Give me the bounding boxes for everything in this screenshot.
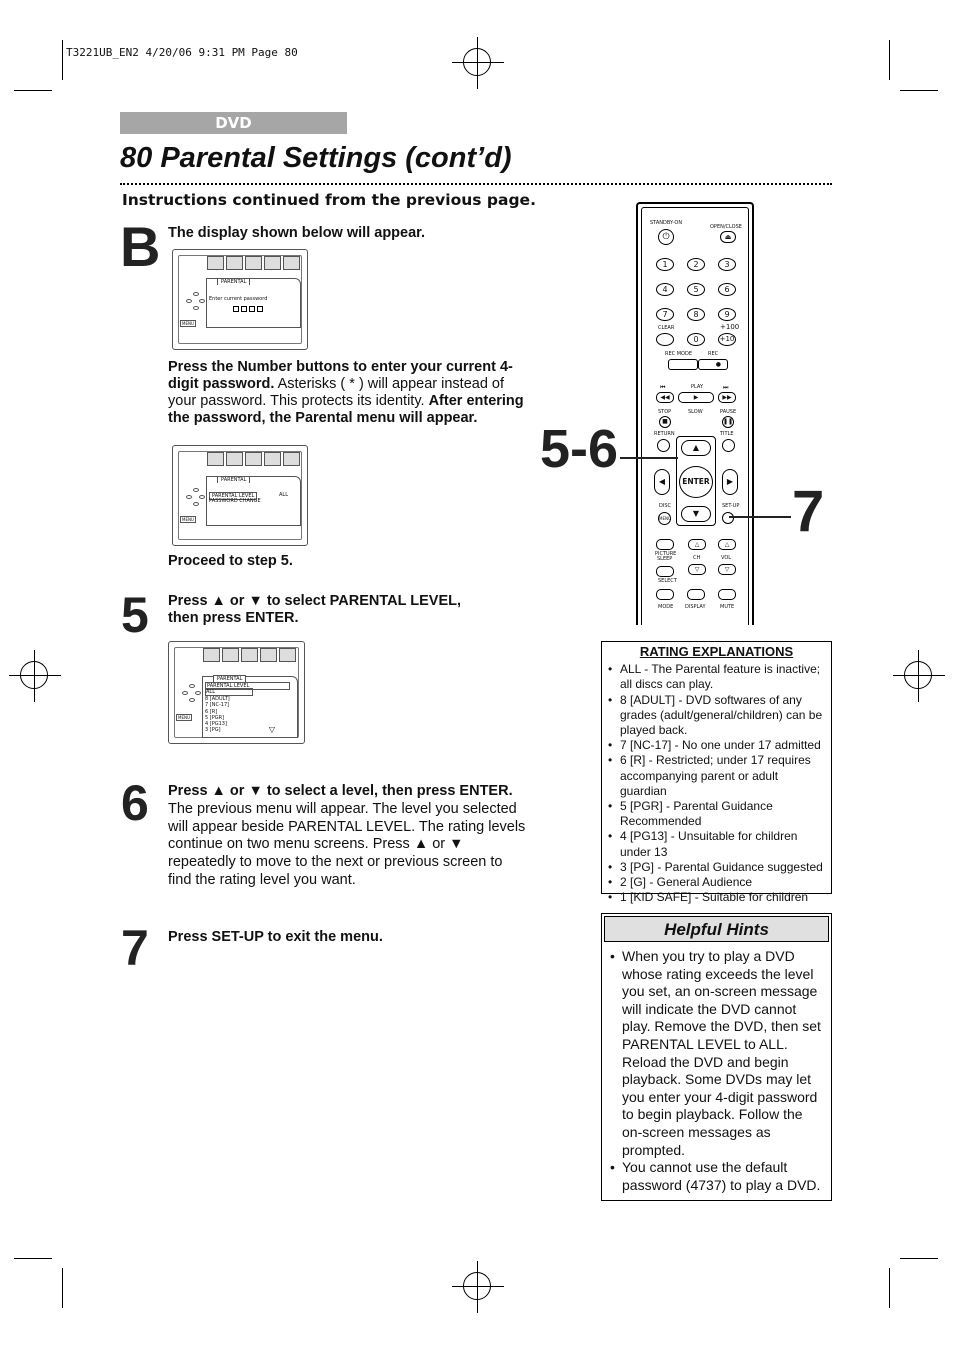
osd-level-item: 8 [ADULT] — [205, 696, 230, 703]
remote-label: VOL — [721, 555, 732, 561]
rating-item: • 8 [ADULT] - DVD softwares of any grades (adult/general/children) can be played back. — [606, 693, 827, 739]
step-5-text: Press ▲ or ▼ to select PARENTAL LEVEL, then press ENTER. — [168, 593, 461, 626]
osd-screen-level-list — [168, 641, 305, 744]
osd-level-item: 4 [PG13] — [205, 721, 227, 728]
rating-heading: RATING EXPLANATIONS — [639, 644, 794, 659]
osd-item-value: ALL — [279, 492, 288, 498]
channel-down-button[interactable]: ▽ — [688, 564, 706, 575]
remote-label: PICTURE — [655, 551, 677, 557]
mute-button[interactable] — [718, 589, 736, 600]
remote-control — [636, 202, 754, 625]
osd-menu-label: MENU — [182, 517, 194, 522]
crop-mark — [889, 1268, 890, 1308]
osd-pad-icon — [186, 292, 206, 312]
mode-button[interactable] — [656, 589, 674, 600]
scroll-down-icon: ▽ — [268, 725, 275, 734]
enter-button[interactable]: ENTER — [679, 466, 713, 498]
remote-label: MUTE — [720, 604, 735, 610]
osd-screen-parental-menu — [172, 445, 308, 546]
digit-6-button[interactable]: 6 — [718, 283, 736, 296]
digit-3-button[interactable]: 3 — [718, 258, 736, 271]
osd-tab: PARENTAL — [217, 278, 250, 285]
password-boxes — [233, 306, 263, 312]
step-6-number: 6 — [121, 775, 148, 831]
skip-back-icon: ⏮ — [660, 384, 666, 391]
step-7-number: 7 — [121, 920, 148, 976]
crop-mark — [14, 1258, 52, 1259]
rec-mode-button[interactable] — [668, 359, 698, 370]
crop-mark — [900, 1258, 938, 1259]
dotted-divider — [120, 183, 832, 185]
osd-level-list — [205, 688, 253, 733]
registration-mark-icon — [20, 661, 48, 689]
digit-7-button[interactable]: 7 — [656, 308, 674, 321]
crop-mark — [62, 1268, 63, 1308]
right-arrow-button[interactable]: ▶ — [722, 469, 738, 495]
standby-button[interactable]: ⏻ — [658, 229, 674, 245]
return-button[interactable] — [657, 439, 670, 452]
display-button[interactable] — [687, 589, 705, 600]
open-close-button[interactable]: ⏏ — [720, 231, 736, 243]
callout-line — [729, 516, 791, 518]
remote-label: CH — [693, 555, 701, 561]
remote-label: RETURN — [654, 431, 675, 437]
rec-button[interactable]: ● — [698, 359, 728, 370]
subheading: Instructions continued from the previous page. — [122, 191, 536, 209]
step-b-paragraph: Press the Number buttons to enter your current 4-digit password. Asterisks ( * ) will appear instead of your password. This protects its identity. After entering the password, the Parental menu will appear. — [168, 359, 524, 426]
page-title: 80 Parental Settings (cont’d) — [120, 142, 512, 174]
left-arrow-button[interactable]: ◀ — [654, 469, 670, 495]
rating-explanations-box — [601, 641, 832, 905]
osd-menu-label: MENU — [178, 715, 190, 720]
step-6-text: Press ▲ or ▼ to select a level, then press ENTER. The previous menu will appear. The level you selected will appear beside PARENTAL LEVEL. The rating levels continue on two menu screens. Press ▲ or ▼ repeatedly to move to the next or previous screen to find the rating level you want. — [168, 783, 526, 888]
rating-item: • 3 [PG] - Parental Guidance suggested — [606, 860, 827, 875]
osd-menu-label: MENU — [182, 321, 194, 326]
rewind-button[interactable]: ◀◀ — [656, 392, 674, 403]
section-tag: DVD — [120, 112, 347, 134]
osd-item-parental-level: PARENTAL LEVEL — [209, 492, 257, 500]
stop-button[interactable]: ■ — [659, 416, 671, 428]
osd-tab: PARENTAL — [217, 476, 250, 483]
remote-label: PLAY — [691, 384, 704, 390]
crop-mark — [900, 90, 938, 91]
down-arrow-button[interactable]: ▼ — [681, 506, 711, 522]
step-b-intro: The display shown below will appear. — [168, 225, 426, 241]
remote-label: SELECT — [658, 578, 677, 584]
osd-level-item: 5 [PGR] — [205, 714, 225, 721]
remote-label: SLEEP — [657, 556, 673, 562]
callout-step-7: 7 — [792, 479, 825, 544]
hint-item: • You cannot use the default password (4737) to play a DVD. — [608, 1159, 825, 1194]
remote-label: MODE — [658, 604, 674, 610]
callout-line — [620, 457, 678, 459]
osd-level-item: ALL — [205, 688, 253, 696]
osd-level-item: 7 [NC-17] — [205, 702, 230, 709]
digit-8-button[interactable]: 8 — [687, 308, 705, 321]
step-7-text: Press SET-UP to exit the menu. — [168, 929, 383, 945]
volume-up-button[interactable]: △ — [718, 539, 736, 550]
rating-item: • 5 [PGR] - Parental Guidance Recommended — [606, 799, 827, 829]
registration-mark-icon — [904, 661, 932, 689]
remote-label: PAUSE — [720, 409, 737, 415]
remote-label: SLOW — [688, 409, 703, 415]
osd-pad-icon — [186, 488, 206, 508]
osd-level-item: 3 [PG] — [205, 727, 221, 734]
disc-menu-button[interactable]: MENU — [658, 512, 671, 525]
registration-mark-icon — [463, 1272, 491, 1300]
callout-steps-5-6: 5-6 — [540, 419, 619, 479]
select-button[interactable] — [656, 566, 674, 577]
digit-4-button[interactable]: 4 — [656, 283, 674, 296]
remote-label: OPEN/CLOSE — [710, 224, 742, 230]
up-arrow-button[interactable]: ▲ — [681, 440, 711, 456]
digit-5-button[interactable]: 5 — [687, 283, 705, 296]
remote-label: CLEAR — [658, 325, 675, 331]
rating-item: • 4 [PG13] - Unsuitable for children under 13 — [606, 829, 827, 859]
fast-forward-button[interactable]: ▶▶ — [718, 392, 736, 403]
osd-level-header: PARENTAL LEVEL — [205, 682, 290, 690]
remote-label: STOP — [658, 409, 672, 415]
hints-heading: Helpful Hints — [604, 916, 829, 942]
rating-item: • 2 [G] - General Audience — [606, 875, 827, 890]
crop-mark — [14, 90, 52, 91]
osd-item-password-change: PASSWORD CHANGE — [209, 498, 261, 504]
step-b-letter: B — [120, 215, 160, 278]
digit-0-button[interactable]: 0 — [687, 333, 705, 346]
digit-1-button[interactable]: 1 — [656, 258, 674, 271]
osd-screen-password — [172, 249, 308, 350]
play-button[interactable]: ▶ — [678, 392, 714, 403]
print-slug: T3221UB_EN2 4/20/06 9:31 PM Page 80 — [66, 46, 298, 59]
remote-label: REC — [708, 351, 719, 357]
remote-label: +100 — [720, 323, 740, 331]
rating-item: • ALL - The Parental feature is inactive; all discs can play. — [606, 662, 827, 692]
digit-2-button[interactable]: 2 — [687, 258, 705, 271]
step-5-number: 5 — [121, 587, 148, 643]
osd-prompt: Enter current password — [209, 296, 268, 302]
osd-pad-icon — [182, 684, 202, 704]
crop-mark — [62, 40, 63, 80]
rating-item: • 6 [R] - Restricted; under 17 requires accompanying parent or adult guardian — [606, 753, 827, 799]
osd-level-item: 6 [R] — [205, 708, 218, 715]
helpful-hints-box — [601, 913, 832, 1201]
plus10-button[interactable]: +10 — [718, 333, 736, 346]
clear-button[interactable] — [656, 333, 674, 346]
hint-item: • When you try to play a DVD whose rating exceeds the level you set, an on-screen message will indicate the DVD cannot play. Remove the DVD, then set PARENTAL LEVEL to ALL. Reload the DVD and begin playback. Some DVDs may let you enter your 4-digit password to begin playback. Follow the on-screen messages as prompted. — [608, 948, 825, 1159]
setup-button[interactable] — [722, 512, 734, 524]
title-button[interactable] — [722, 439, 735, 452]
remote-label: DISPLAY — [685, 604, 706, 610]
osd-tab: PARENTAL — [213, 675, 246, 682]
volume-down-button[interactable]: ▽ — [718, 564, 736, 575]
remote-label: DISC — [659, 503, 671, 509]
picture-sleep-button[interactable] — [656, 539, 674, 550]
pause-button[interactable]: ❚❚ — [722, 416, 734, 428]
remote-label: STANDBY-ON — [650, 220, 683, 226]
remote-label: TITLE — [720, 431, 734, 437]
step-b-proceed: Proceed to step 5. — [168, 553, 293, 569]
digit-9-button[interactable]: 9 — [718, 308, 736, 321]
rating-item: • 1 [KID SAFE] - Suitable for children — [606, 890, 827, 905]
rating-item: • 7 [NC-17] - No one under 17 admitted — [606, 738, 827, 753]
registration-mark-icon — [463, 48, 491, 76]
remote-label: SET-UP — [722, 503, 740, 509]
channel-up-button[interactable]: △ — [688, 539, 706, 550]
skip-forward-icon: ⏭ — [723, 384, 729, 391]
remote-label: REC MODE — [665, 351, 692, 357]
crop-mark — [889, 40, 890, 80]
